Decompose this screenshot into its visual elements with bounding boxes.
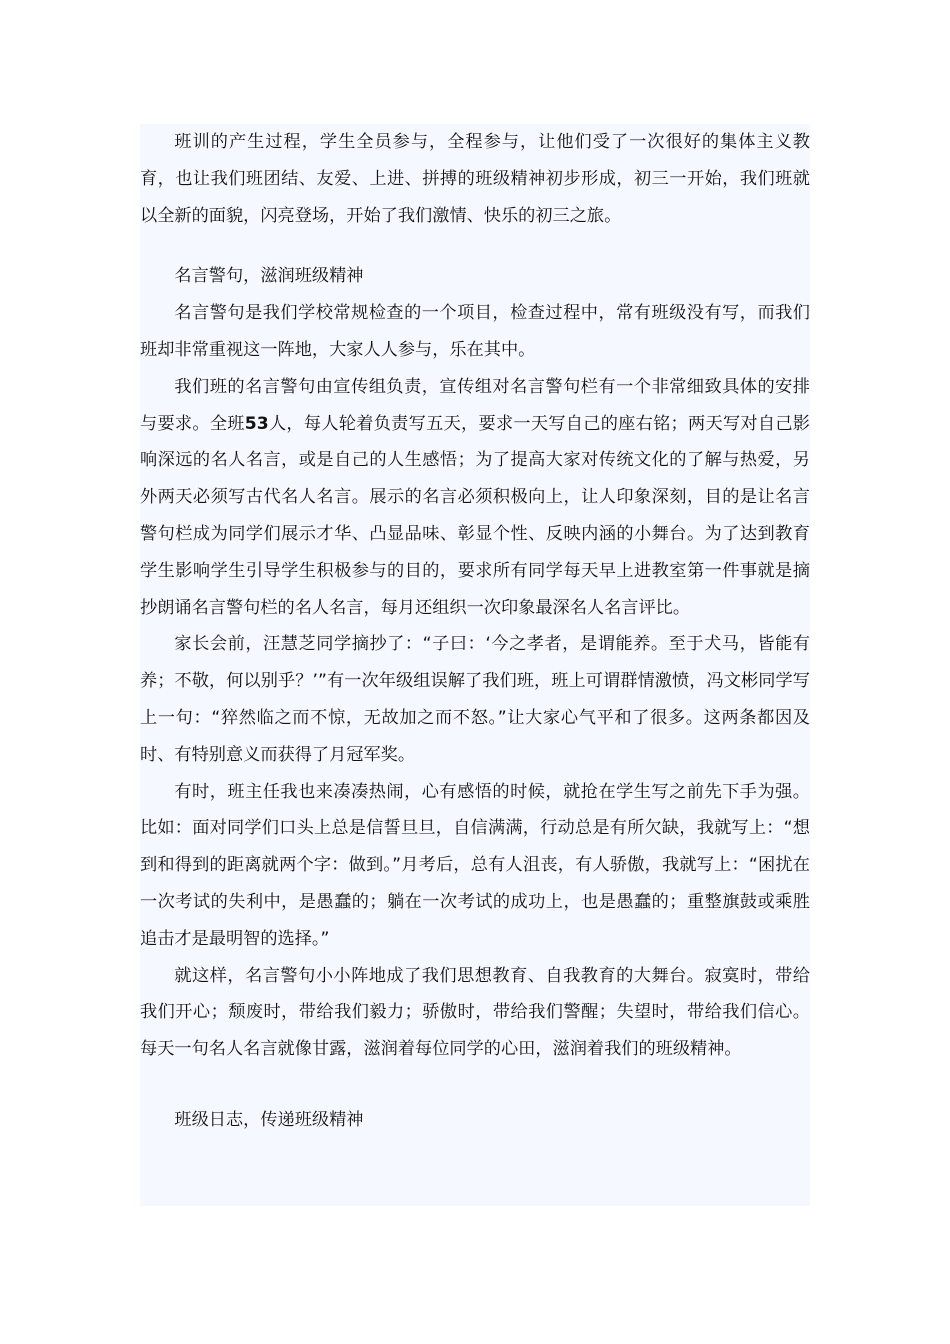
- class-size-number: 53: [244, 413, 269, 434]
- paragraph-quotes-intro: 名言警句是我们学校常规检查的一个项目，检查过程中，常有班级没有写，而我们班却非常重视这一阵地，大家人人参与，乐在其中。: [140, 303, 810, 360]
- paragraph-parent-meeting: 家长会前，汪慧芝同学摘抄了：“子曰：‘今之孝者，是谓能养。至于犬马，皆能有养；不敬，何以别乎？’”有一次年级组误解了我们班，班上可谓群情激愤，冯文彬同学写上一句：“猝然临之而不惊，无故加之而不怒。”让大家心气平和了很多。这两条都因及时、有特别意义而获得了月冠军奖。: [140, 634, 810, 765]
- section-heading-class-diary: 班级日志，传递班级精神: [174, 1109, 364, 1130]
- paragraph-class-motto-process: 班训的产生过程，学生全员参与，全程参与，让他们受了一次很好的集体主义教育，也让我们班团结、友爱、上进、拼搏的班级精神初步形成，初三一开始，我们班就以全新的面貌，闪亮登场，开始了我们激情、快乐的初三之旅。: [140, 132, 810, 226]
- paragraph-quotes-arrangement-part1: 我们班的名言警句由宣传组负责，宣传组对名言警句栏有一个非常细致具体的安排与要求。全班: [140, 376, 810, 434]
- paragraph-quotes-arrangement-part2: 人，每人轮着负责写五天，要求一天写自己的座右铭；两天写对自己影响深远的名人名言，或是自己的人生感悟；为了提高大家对传统文化的了解与热爱，另外两天必须写古代名人名言。展示的名言必须积极向上，让人印象深刻，目的是让名言警句栏成为同学们展示才华、凸显品味、彰显个性、反映内涵的小舞台。为了达到教育学生影响学生引导学生积极参与的目的，要求所有同学每天早上进教室第一件事就是摘抄朗诵名言警句栏的名人名言，每月还组织一次印象最深名人名言评比。: [140, 413, 810, 618]
- paragraph-spacer: [140, 234, 810, 258]
- paragraph-teacher-quotes: 有时，班主任我也来凑凑热闹，心有感悟的时候，就抢在学生写之前先下手为强。比如：面对同学们口头上总是信誓旦旦，自信满满，行动总是有所欠缺，我就写上：“想到和得到的距离就两个字：做到。”月考后，总有人沮丧，有人骄傲，我就写上：“困扰在一次考试的失利中，是愚蠢的；躺在一次考试的成功上，也是愚蠢的；重整旗鼓或乘胜追击才是最明智的选择。”: [140, 781, 810, 949]
- paragraph-spacer: [140, 1068, 810, 1102]
- document-body: [140, 124, 810, 1206]
- paragraph-quotes-summary: 就这样，名言警句小小阵地成了我们思想教育、自我教育的大舞台。寂寞时，带给我们开心；颓废时，带给我们毅力；骄傲时，带给我们警醒；失望时，带给我们信心。每天一句名人名言就像甘露，滋润着每位同学的心田，滋润着我们的班级精神。: [140, 965, 810, 1060]
- paragraph-quotes-arrangement: [140, 369, 810, 627]
- section-heading-quotes: 名言警句，滋润班级精神: [174, 266, 364, 287]
